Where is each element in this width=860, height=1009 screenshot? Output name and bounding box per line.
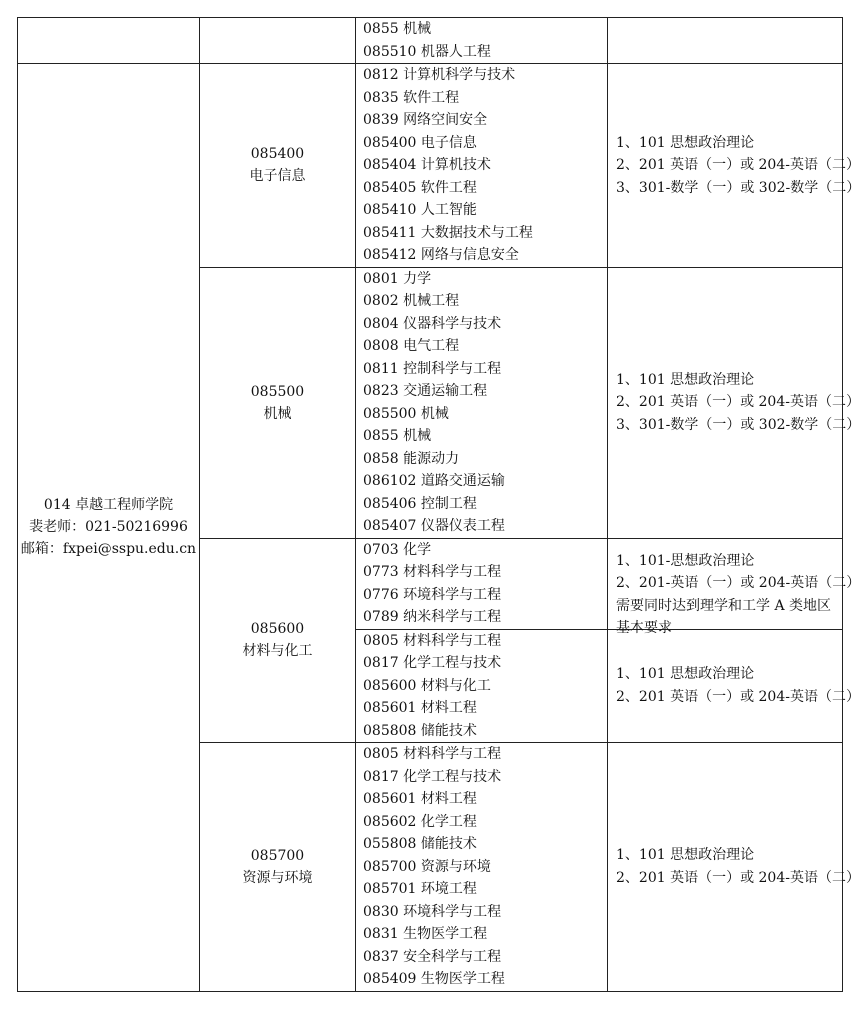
exam-note: 需要同时达到理学和工学 A 类地区基本要求 xyxy=(616,597,832,637)
exam-item: 2、201 英语（一）或 204-英语（二） xyxy=(616,157,860,173)
major-item: 0703 化学 xyxy=(363,541,432,558)
exam-item: 3、301-数学（一）或 302-数学（二） xyxy=(616,416,860,433)
major-item: 085407 仪器仪表工程 xyxy=(363,518,505,534)
major-item: 0808 电气工程 xyxy=(363,338,460,354)
major-item: 0837 安全科学与工程 xyxy=(363,948,502,965)
exam-cell xyxy=(608,629,860,743)
major-item: 085404 计算机技术 xyxy=(363,157,491,173)
major-item: 086102 道路交通运输 xyxy=(363,473,505,489)
major-item: 0855 机械 xyxy=(363,428,432,444)
major-item: 0817 化学工程与技术 xyxy=(363,768,502,785)
table-row xyxy=(18,64,843,268)
major-item: 0811 控制科学与工程 xyxy=(363,360,502,377)
major-item: 085600 材料与化工 xyxy=(363,677,491,694)
majors-cell xyxy=(356,64,608,268)
major-item: 085601 材料工程 xyxy=(363,700,477,716)
program-name: 机械 xyxy=(263,405,292,422)
program-cell xyxy=(200,538,356,743)
exam-item: 1、101 思想政治理论 xyxy=(616,847,755,864)
exam-cell xyxy=(608,64,860,268)
exam-item: 2、201 英语（一）或 204-英语（二） xyxy=(616,688,860,705)
majors-cell xyxy=(356,18,608,64)
college-contact: 裴老师：021-50216996 xyxy=(29,519,188,536)
major-item: 085510 机器人工程 xyxy=(363,43,491,60)
majors-cell xyxy=(356,629,608,743)
major-item: 055808 储能技术 xyxy=(363,836,477,852)
major-item: 0805 材料科学与工程 xyxy=(363,746,502,762)
major-item: 0835 软件工程 xyxy=(363,89,460,106)
major-item: 085500 机械 xyxy=(363,405,449,422)
exam-item: 2、201-英语（一）或 204-英语（二） xyxy=(616,575,860,592)
major-item: 0805 材料科学与工程 xyxy=(363,632,502,649)
major-item: 085808 储能技术 xyxy=(363,722,477,739)
program-code: 085500 xyxy=(250,383,305,400)
major-item: 0823 交通运输工程 xyxy=(363,383,488,399)
major-item: 0802 机械工程 xyxy=(363,293,460,309)
major-item: 085410 人工智能 xyxy=(363,202,477,218)
major-item: 085400 电子信息 xyxy=(363,134,477,151)
program-name: 电子信息 xyxy=(249,168,306,185)
exam-item: 1、101 思想政治理论 xyxy=(616,134,755,151)
major-item: 085406 控制工程 xyxy=(363,495,477,512)
major-item: 085601 材料工程 xyxy=(363,791,477,807)
program-name: 资源与环境 xyxy=(242,869,313,886)
program-cell xyxy=(200,64,356,268)
program-code: 085600 xyxy=(250,621,305,638)
major-item: 0801 力学 xyxy=(363,270,432,287)
major-item: 0789 纳米科学与工程 xyxy=(363,609,502,625)
exam-item: 3、301-数学（一）或 302-数学（二） xyxy=(616,179,860,196)
exam-item: 2、201 英语（一）或 204-英语（二） xyxy=(616,394,860,411)
program-code: 085700 xyxy=(250,847,305,864)
table-row xyxy=(18,18,843,64)
program-cell-empty xyxy=(200,18,356,64)
majors-cell xyxy=(356,267,608,538)
major-item: 0804 仪器科学与技术 xyxy=(363,315,502,332)
exam-cell xyxy=(608,743,860,992)
major-item: 0817 化学工程与技术 xyxy=(363,655,502,671)
majors-cell xyxy=(356,538,608,629)
major-item: 0830 环境科学与工程 xyxy=(363,903,502,920)
major-item: 085405 软件工程 xyxy=(363,179,477,196)
major-item: 085602 化学工程 xyxy=(363,813,477,830)
major-item: 085409 生物医学工程 xyxy=(363,971,505,987)
major-item: 0812 计算机科学与技术 xyxy=(363,67,516,83)
admissions-table xyxy=(17,17,860,992)
major-item: 085412 网络与信息安全 xyxy=(363,247,519,263)
college-name: 014 卓越工程师学院 xyxy=(43,497,174,514)
exam-cell xyxy=(608,538,860,637)
exam-item: 2、201 英语（一）或 204-英语（二） xyxy=(616,869,860,886)
major-item: 0776 环境科学与工程 xyxy=(363,586,502,603)
program-name: 材料与化工 xyxy=(242,643,313,660)
exam-item: 1、101-思想政治理论 xyxy=(616,552,755,569)
major-item: 085701 环境工程 xyxy=(363,881,477,897)
major-item: 0773 材料科学与工程 xyxy=(363,564,502,580)
exam-cell xyxy=(608,267,860,538)
major-item: 0858 能源动力 xyxy=(363,450,460,467)
exam-cell-empty xyxy=(608,18,843,64)
program-code: 085400 xyxy=(250,146,305,163)
college-cell-empty xyxy=(18,18,200,64)
program-cell xyxy=(200,267,356,538)
college-cell xyxy=(18,64,200,992)
major-item: 085700 资源与环境 xyxy=(363,858,491,875)
exam-item: 1、101 思想政治理论 xyxy=(616,666,755,683)
college-email: 邮箱：fxpei@sspu.edu.cn xyxy=(20,541,197,558)
major-item: 085411 大数据技术与工程 xyxy=(363,224,533,241)
majors-cell xyxy=(356,743,608,992)
major-item: 0839 网络空间安全 xyxy=(363,112,488,128)
major-item: 0855 机械 xyxy=(363,21,432,37)
major-item: 0831 生物医学工程 xyxy=(363,926,488,942)
program-cell xyxy=(200,743,356,992)
exam-item: 1、101 思想政治理论 xyxy=(616,371,755,388)
